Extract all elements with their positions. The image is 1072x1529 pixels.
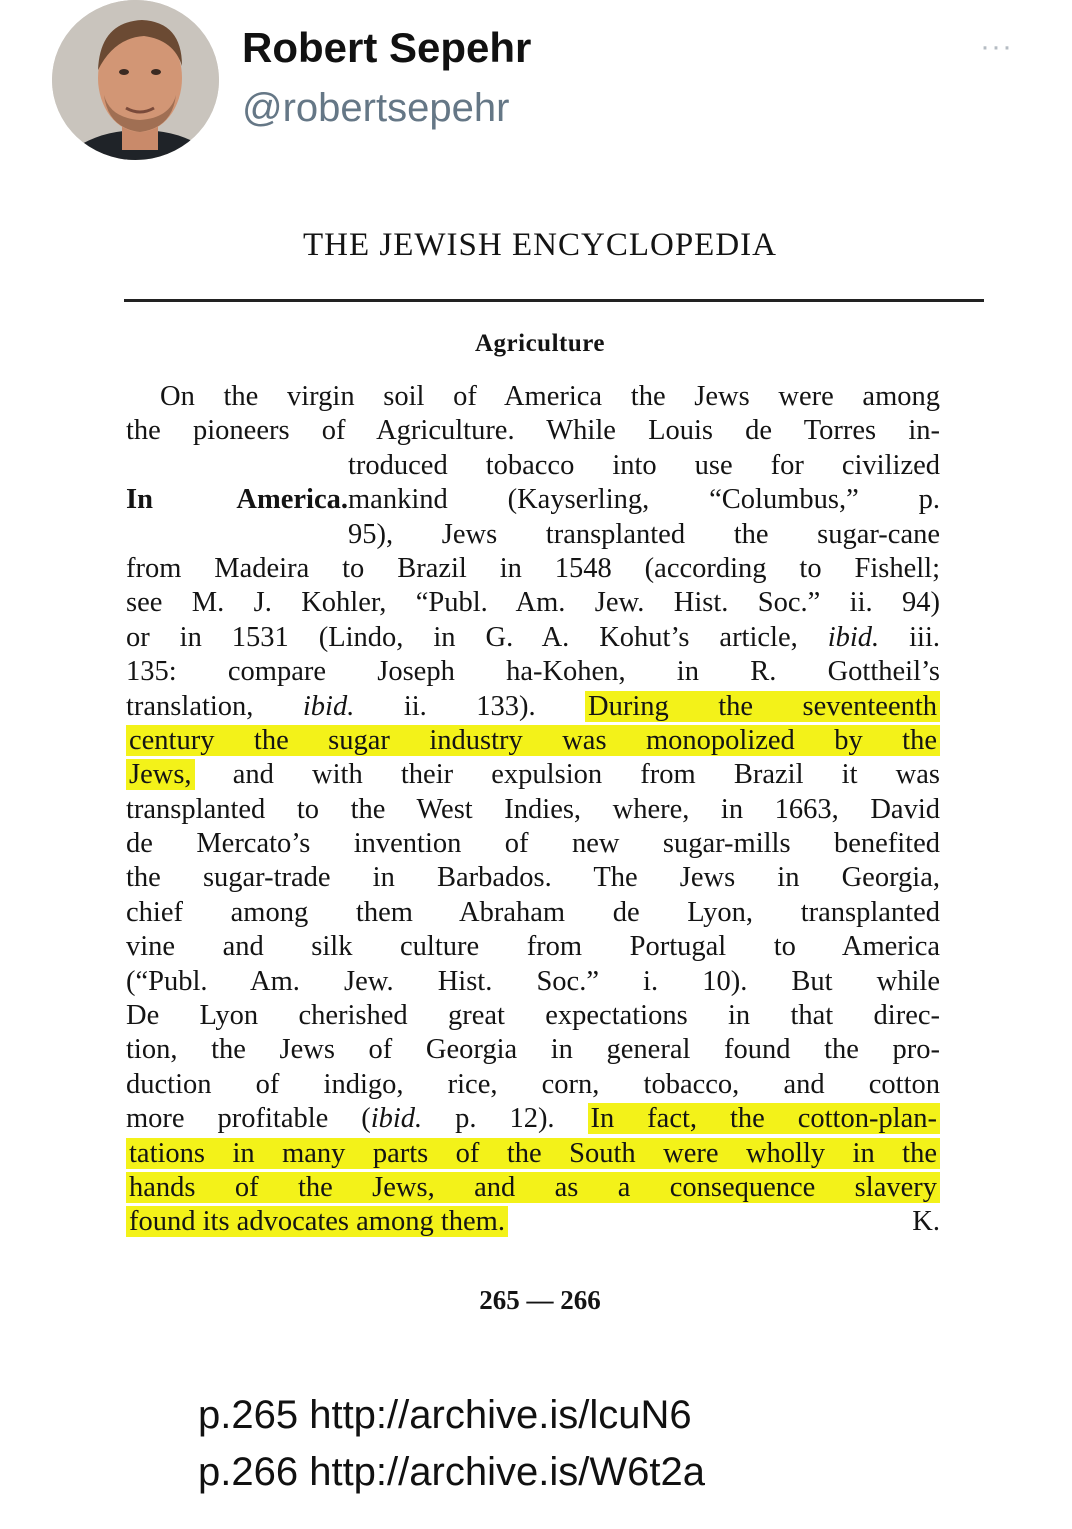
encyclopedia-scan [100,205,980,1355]
highlighted-text: In fact, the cotton-plan- [588,1103,941,1134]
text-line: de Mercato’s invention of new sugar-mills benefited [126,828,940,860]
text-line [126,1205,940,1239]
text-line: 135: compare Joseph ha-Kohen, in R. Gottheil’s [126,656,940,688]
text-line: De Lyon cherished great expectations in that direc- [126,1000,940,1032]
highlighted-text: Jews, [126,759,195,790]
text-line: In America.mankind (Kayserling, “Columbus,” p. [126,483,940,517]
author-initial: K. [912,1206,940,1238]
text-line: the sugar-trade in Barbados. The Jews in Georgia, [126,862,940,894]
avatar[interactable] [52,0,219,160]
text-line [126,724,940,758]
title-rule [124,299,984,302]
link-page-266[interactable]: p.266 http://archive.is/W6t2a [198,1450,705,1494]
text-line: chief among them Abraham de Lyon, transplanted [126,896,940,928]
encyclopedia-title: THE JEWISH ENCYCLOPEDIA [303,227,777,263]
more-options-icon[interactable]: ··· [980,30,1013,63]
text-line [126,1137,940,1171]
avatar-photo [52,0,219,160]
text-line: vine and silk culture from Portugal to America [126,931,940,963]
text-line: 95), Jews transplanted the sugar-cane [348,518,940,550]
link-page-265[interactable]: p.265 http://archive.is/lcuN6 [198,1393,692,1437]
text-line: Jews, and with their expulsion from Brazil it was [126,758,940,792]
text-line: translation, ibid. ii. 133). During the seventeenth [126,690,940,724]
highlighted-text: century the sugar industry was monopolized by the [126,725,940,756]
text-line: or in 1531 (Lindo, in G. A. Kohut’s article, ibid. iii. [126,621,941,653]
text-line: On the virgin soil of America the Jews were among [160,381,940,412]
text-line: from Madeira to Brazil in 1548 (according to Fishell; [126,552,940,584]
text-line: troduced tobacco into use for civilized [348,449,940,481]
text-line: (“Publ. Am. Jew. Hist. Soc.” i. 10). But while [126,965,940,997]
margin-note: In America. [126,484,348,516]
text-line: the pioneers of Agriculture. While Louis de Torres in- [126,415,940,447]
text-line: duction of indigo, rice, corn, tobacco, and cotton [126,1068,940,1100]
text-line: transplanted to the West Indies, where, in 1663, David [126,793,940,825]
author-name[interactable]: Robert Sepehr [242,24,532,71]
text-line: more profitable (ibid. p. 12). In fact, the cotton-plan- [126,1102,940,1136]
text-line [126,1171,940,1205]
highlighted-text: tations in many parts of the South were wholly in the [126,1138,940,1169]
text-line: tion, the Jews of Georgia in general found the pro- [126,1034,940,1066]
text-line: see M. J. Kohler, “Publ. Am. Jew. Hist. Soc.” ii. 94) [126,587,940,619]
highlighted-text: During the seventeenth [585,691,940,722]
section-heading: Agriculture [474,330,605,357]
highlighted-text: found its advocates among them. [126,1206,508,1237]
author-handle[interactable]: @robertsepehr [242,86,510,130]
article-body [126,380,940,1240]
page-range: 265 — 266 [479,1285,601,1315]
highlighted-text: hands of the Jews, and as a consequence slavery [126,1172,940,1203]
